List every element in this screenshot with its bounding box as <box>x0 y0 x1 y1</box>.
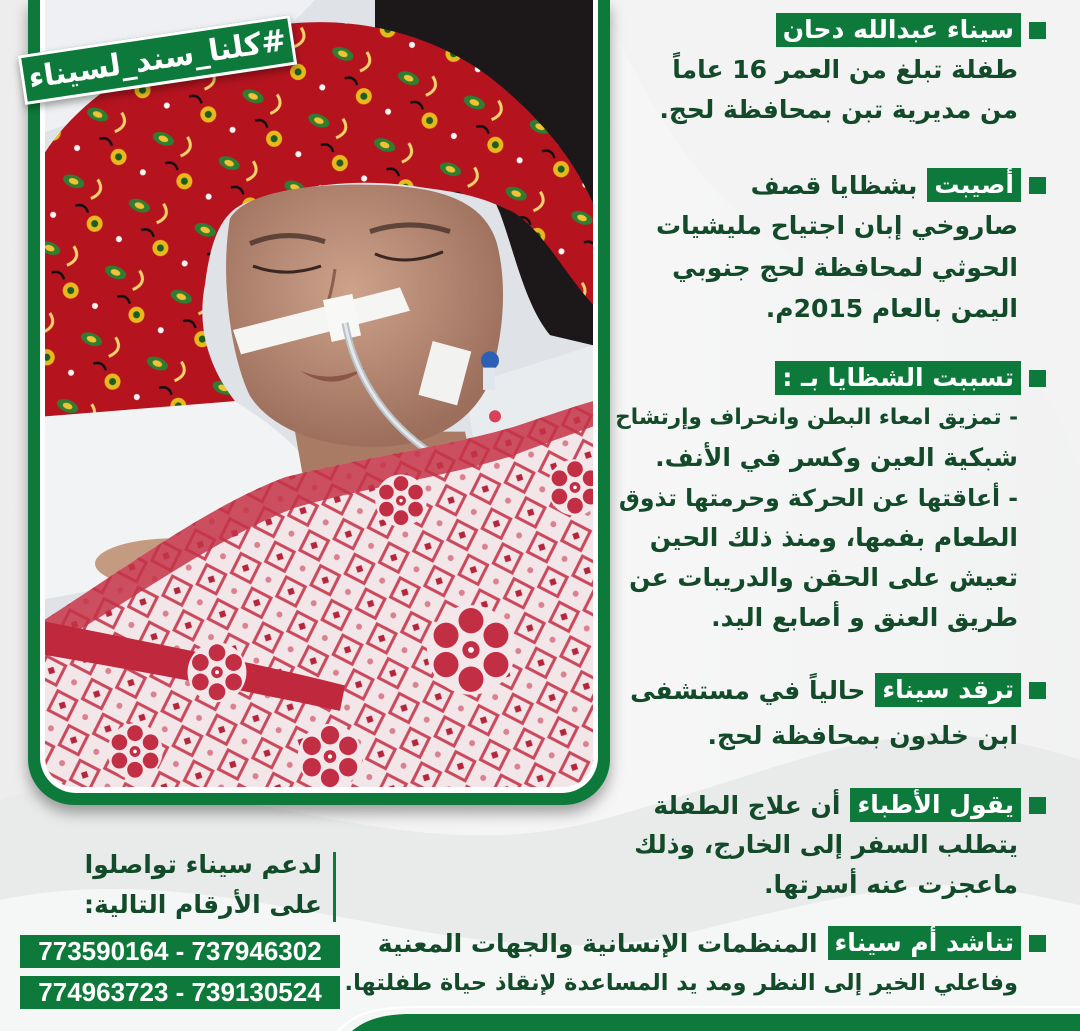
hashtag-badge: #كلنا_سند_لسيناء <box>18 15 297 105</box>
patient-photo <box>45 0 593 787</box>
blanket-flower <box>107 723 162 779</box>
section-doctors <box>616 785 1046 905</box>
section-label: سيناء عبدالله دحان <box>776 13 1021 47</box>
section-lead-text: المنظمات الإنسانية والجهات المعنية <box>377 928 818 958</box>
patient-photo-illustration <box>45 0 593 787</box>
phone-numbers-1[interactable]: 773590164 - 737946302 <box>20 935 340 968</box>
section-hospital <box>616 670 1046 756</box>
text-line: تعيش على الحقن والدريبات عن <box>629 563 1018 592</box>
section-heading <box>616 10 1046 50</box>
section-heading <box>616 670 1046 710</box>
blanket-flower <box>188 642 247 702</box>
iv-connector <box>489 410 501 422</box>
text-line: ابن خلدون بمحافظة لحج. <box>707 721 1018 750</box>
text-line: اليمن بالعام 2015م. <box>765 294 1018 323</box>
bullet-square-icon <box>1029 22 1046 39</box>
bottom-green-bar <box>0 1000 1080 1031</box>
section-label: تناشد أم سيناء <box>828 926 1021 960</box>
photo-frame <box>28 0 610 805</box>
text-line: ماعجزت عنه أسرتها. <box>764 870 1018 899</box>
section-lead-text: بشظايا قصف <box>750 170 918 200</box>
section-heading <box>346 923 1046 963</box>
text-line: وفاعلي الخير إلى النظر ومد يد المساعدة لإنقاذ حياة طفلتها. <box>344 970 1018 996</box>
section-effects <box>616 358 1046 638</box>
bullet-square-icon <box>1029 935 1046 952</box>
text-line: الطعام بفمها، ومنذ ذلك الحين <box>649 523 1018 552</box>
contact-intro-line: على الأرقام التالية: <box>84 890 322 919</box>
text-line: من مديرية تبن بمحافظة لحج. <box>659 95 1018 124</box>
text-line: - أعاقتها عن الحركة وحرمتها تذوق <box>618 484 1018 512</box>
section-heading <box>616 785 1046 825</box>
section-label: تسببت الشظايا بـ : <box>775 361 1021 395</box>
blanket-flower <box>375 474 427 526</box>
contact-divider <box>333 852 336 922</box>
contact-intro-line: لدعم سيناء تواصلوا <box>84 850 322 879</box>
contact-intro <box>0 845 322 925</box>
section-lead-text: حالياً في مستشفى <box>630 675 866 705</box>
text-line: الحوثي لمحافظة لحج جنوبي <box>672 252 1018 282</box>
blanket-flower <box>427 605 515 695</box>
bullet-square-icon <box>1029 370 1046 387</box>
text-line: يتطلب السفر إلى الخارج، وذلك <box>634 830 1018 859</box>
text-line: طريق العنق و أصابع اليد. <box>711 603 1018 632</box>
text-line: - تمزيق امعاء البطن وانحراف وإرتشاح <box>615 405 1018 430</box>
photo-mat <box>40 0 598 793</box>
section-label: أصيبت <box>927 168 1021 202</box>
section-label: يقول الأطباء <box>850 788 1021 822</box>
section-lead-text: أن علاج الطفلة <box>653 790 841 820</box>
section-heading <box>616 358 1046 398</box>
phone-numbers-2[interactable]: 774963723 - 739130524 <box>20 976 340 1009</box>
tube-connector <box>481 351 499 369</box>
text-line: صاروخي إبان اجتياح مليشيات <box>655 211 1018 240</box>
text-line: طفلة تبلغ من العمر 16 عاماً <box>672 55 1018 84</box>
bullet-square-icon <box>1029 682 1046 699</box>
section-heading <box>616 165 1046 205</box>
section-patient-name <box>616 10 1046 130</box>
text-line: شبكية العين وكسر في الأنف. <box>655 443 1018 472</box>
bullet-square-icon <box>1029 177 1046 194</box>
section-label: ترقد سيناء <box>875 673 1021 707</box>
section-appeal <box>346 923 1046 1003</box>
blanket-flower <box>298 724 362 787</box>
section-injury <box>616 165 1046 330</box>
bullet-square-icon <box>1029 797 1046 814</box>
